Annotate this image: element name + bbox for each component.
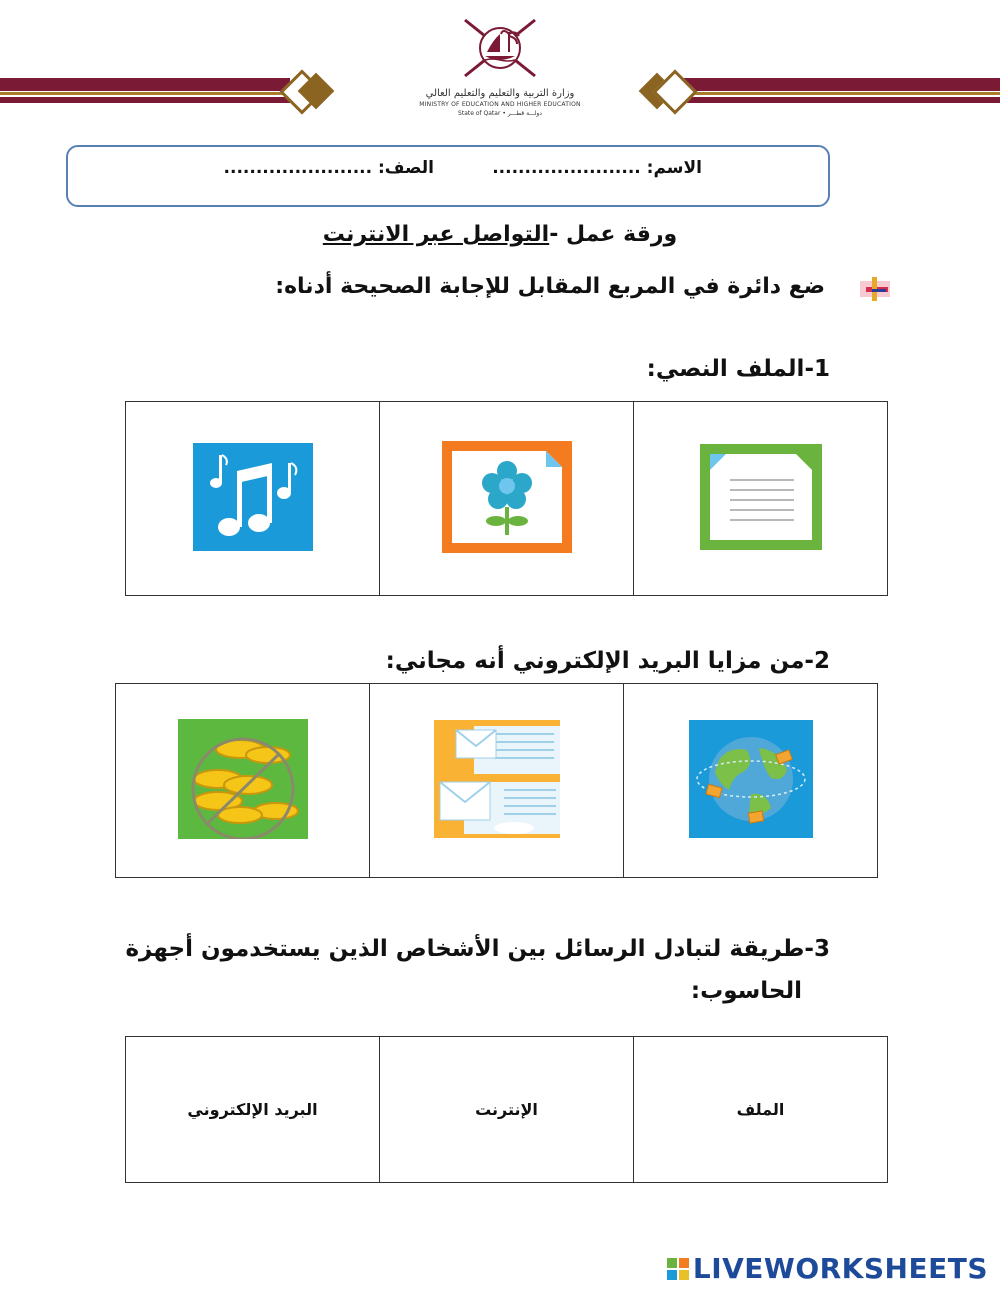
question-3-text-line2: الحاسوب:	[690, 978, 802, 1004]
option-image-file[interactable]	[380, 402, 634, 596]
question-1-options	[125, 401, 888, 596]
header-band-right	[680, 78, 1000, 104]
name-field[interactable]: الاسم: .......................	[492, 158, 702, 178]
ministry-emblem	[400, 12, 600, 136]
class-field[interactable]: الصف: .......................	[223, 158, 434, 178]
option-email[interactable]	[126, 1037, 380, 1183]
option-email-label: البريد الإلكتروني	[187, 1100, 318, 1119]
worksheet-title	[0, 222, 1000, 247]
no-coins-icon	[178, 719, 308, 839]
option-file[interactable]	[634, 1037, 888, 1183]
question-2-text: 2-من مزايا البريد الإلكتروني أنه مجاني:	[385, 648, 830, 674]
option-internet-label: الإنترنت	[475, 1100, 538, 1119]
text-document-icon	[700, 444, 822, 550]
question-2-options	[115, 683, 878, 878]
option-globe-mail[interactable]	[624, 684, 878, 878]
title-topic: التواصل عبر الانترنت	[322, 222, 550, 247]
option-internet[interactable]	[380, 1037, 634, 1183]
option-file-label: الملف	[736, 1100, 785, 1119]
student-info-box	[66, 145, 830, 207]
liveworksheets-logo-icon	[667, 1258, 689, 1280]
question-3-options	[125, 1036, 888, 1183]
question-3-text-line1: 3-طريقة لتبادل الرسائل بين الأشخاص الذين يستخدمون أجهزة	[125, 936, 830, 962]
option-free-no-coins[interactable]	[116, 684, 370, 878]
bullet-star-icon	[860, 275, 892, 303]
image-file-icon	[442, 441, 572, 553]
option-envelopes[interactable]	[370, 684, 624, 878]
brand-text: LIVEWORKSHEETS	[692, 1252, 988, 1285]
globe-mail-icon	[689, 720, 813, 838]
header-band-left	[0, 78, 290, 104]
ministry-name-en: MINISTRY OF EDUCATION AND HIGHER EDUCATION	[419, 101, 581, 108]
option-text-file[interactable]	[634, 402, 888, 596]
instruction-text: ضع دائرة في المربع المقابل للإجابة الصحيحة أدناه:	[275, 274, 825, 299]
option-music-file[interactable]	[126, 402, 380, 596]
state-of-qatar: State of Qatar • دولـــة قطـــر	[458, 110, 542, 117]
music-notes-icon	[193, 443, 313, 551]
liveworksheets-brand	[667, 1252, 988, 1285]
qatar-emblem-icon	[455, 12, 545, 84]
title-prefix: ورقة عمل -	[549, 222, 678, 247]
ministry-name-ar: وزارة التربية والتعليم والتعليم العالي	[425, 88, 575, 99]
question-1-text: 1-الملف النصي:	[646, 356, 830, 382]
envelopes-icon	[434, 720, 560, 838]
